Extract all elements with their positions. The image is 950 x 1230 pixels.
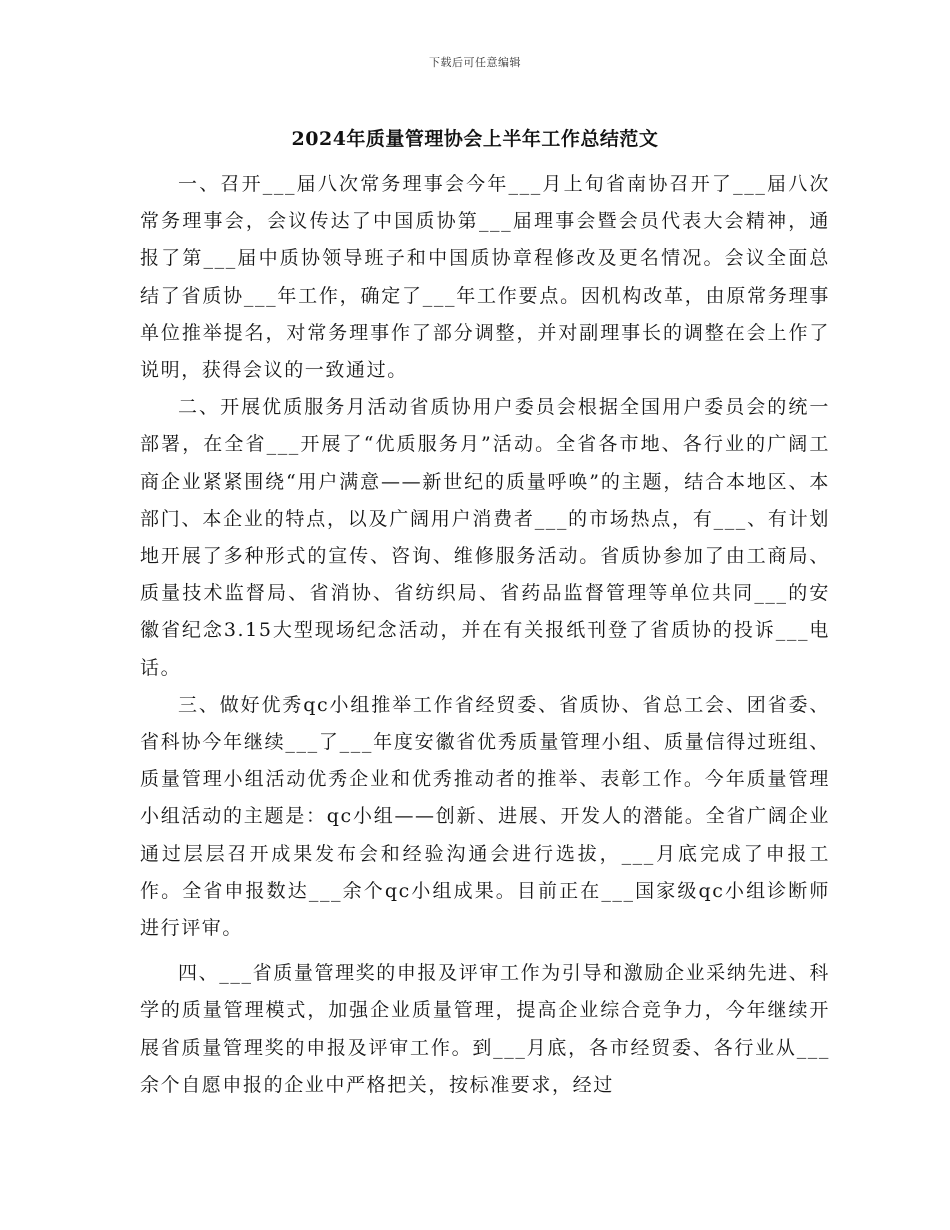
page-header-note: 下载后可任意编辑 bbox=[429, 56, 521, 69]
paragraph-2: 二、开展优质服务月活动省质协用户委员会根据全国用户委员会的统一部署，在全省___开展了“优质服务月”活动。全省各市地、各行业的广阔工商企业紧紧围绕“用户满意——新世纪的质量呼唤”的主题，结合本地区、本部门、本企业的特点，以及广阔用户消费者___的市场热点，有___、有计划地开展了多种形式的宣传、咨询、维修服务活动。省质协参加了由工商局、质量技术监督局、省消协、省纺织局、省药品监督管理等单位共同___的安徽省纪念3.15大型现场纪念活动，并在有关报纸刊登了省质协的投诉___电话。 bbox=[140, 396, 830, 679]
document-body bbox=[140, 166, 830, 1104]
document-title: 2024年质量管理协会上半年工作总结范文 bbox=[291, 128, 659, 150]
paragraph-1: 一、召开___届八次常务理事会今年___月上旬省南协召开了___届八次常务理事会，会议传达了中国质协第___届理事会暨会员代表大会精神，通报了第___届中质协领导班子和中国质协章程修改及更名情况。会议全面总结了省质协___年工作，确定了___年工作要点。因机构改革，由原常务理事单位推举提名，对常务理事作了部分调整，并对副理事长的调整在会上作了说明，获得会议的一致通过。 bbox=[140, 173, 830, 382]
paragraph-4: 四、___省质量管理奖的申报及评审工作为引导和激励企业采纳先进、科学的质量管理模式，加强企业质量管理，提高企业综合竞争力，今年继续开展省质量管理奖的申报及评审工作。到___月底，各市经贸委、各行业从___余个自愿申报的企业中严格把关，按标准要求，经过 bbox=[140, 962, 830, 1096]
paragraph-3: 三、做好优秀qc小组推举工作省经贸委、省质协、省总工会、团省委、省科协今年继续___了___年度安徽省优秀质量管理小组、质量信得过班组、质量管理小组活动优秀企业和优秀推动者的推举、表彰工作。今年质量管理小组活动的主题是：qc小组——创新、进展、开发人的潜能。全省广阔企业通过层层召开成果发布会和经验沟通会进行选拔，___月底完成了申报工作。全省申报数达___余个qc小组成果。目前正在___国家级qc小组诊断师进行评审。 bbox=[140, 693, 830, 940]
